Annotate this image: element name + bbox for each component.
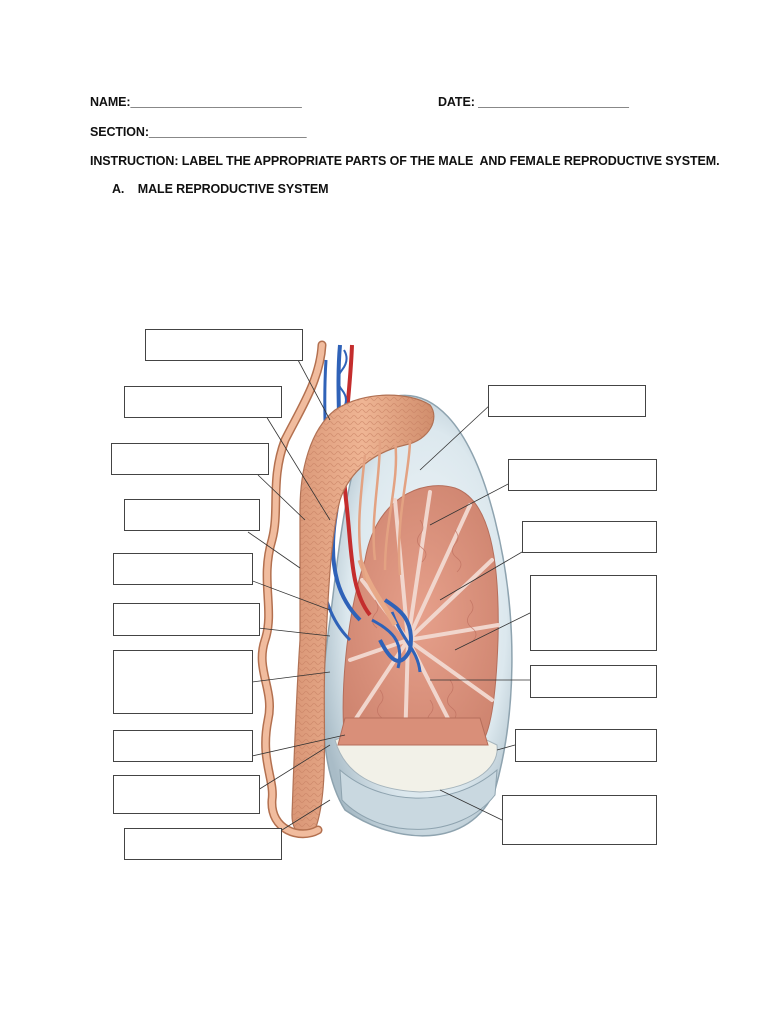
instruction-text: INSTRUCTION: LABEL THE APPROPRIATE PARTS OF THE MALE AND FEMALE REPRODUCTIVE SYSTEM. bbox=[90, 154, 720, 168]
label-box-10[interactable] bbox=[124, 828, 282, 860]
label-box-17[interactable] bbox=[502, 795, 657, 845]
part-a-heading: A. MALE REPRODUCTIVE SYSTEM bbox=[112, 182, 329, 196]
label-box-6[interactable] bbox=[113, 603, 260, 636]
label-box-12[interactable] bbox=[508, 459, 657, 491]
section-field-label: SECTION:_______________________ bbox=[90, 125, 307, 139]
name-field-label: NAME:_________________________ bbox=[90, 95, 302, 109]
label-box-8[interactable] bbox=[113, 730, 253, 762]
label-box-14[interactable] bbox=[530, 575, 657, 651]
label-box-4[interactable] bbox=[124, 499, 260, 531]
label-box-13[interactable] bbox=[522, 521, 657, 553]
label-box-1[interactable] bbox=[145, 329, 303, 361]
label-box-15[interactable] bbox=[530, 665, 657, 698]
label-box-3[interactable] bbox=[111, 443, 269, 475]
label-box-16[interactable] bbox=[515, 729, 657, 762]
label-box-5[interactable] bbox=[113, 553, 253, 585]
label-box-11[interactable] bbox=[488, 385, 646, 417]
label-box-9[interactable] bbox=[113, 775, 260, 814]
date-field-label: DATE: ______________________ bbox=[438, 95, 629, 109]
label-box-7[interactable] bbox=[113, 650, 253, 714]
label-box-2[interactable] bbox=[124, 386, 282, 418]
